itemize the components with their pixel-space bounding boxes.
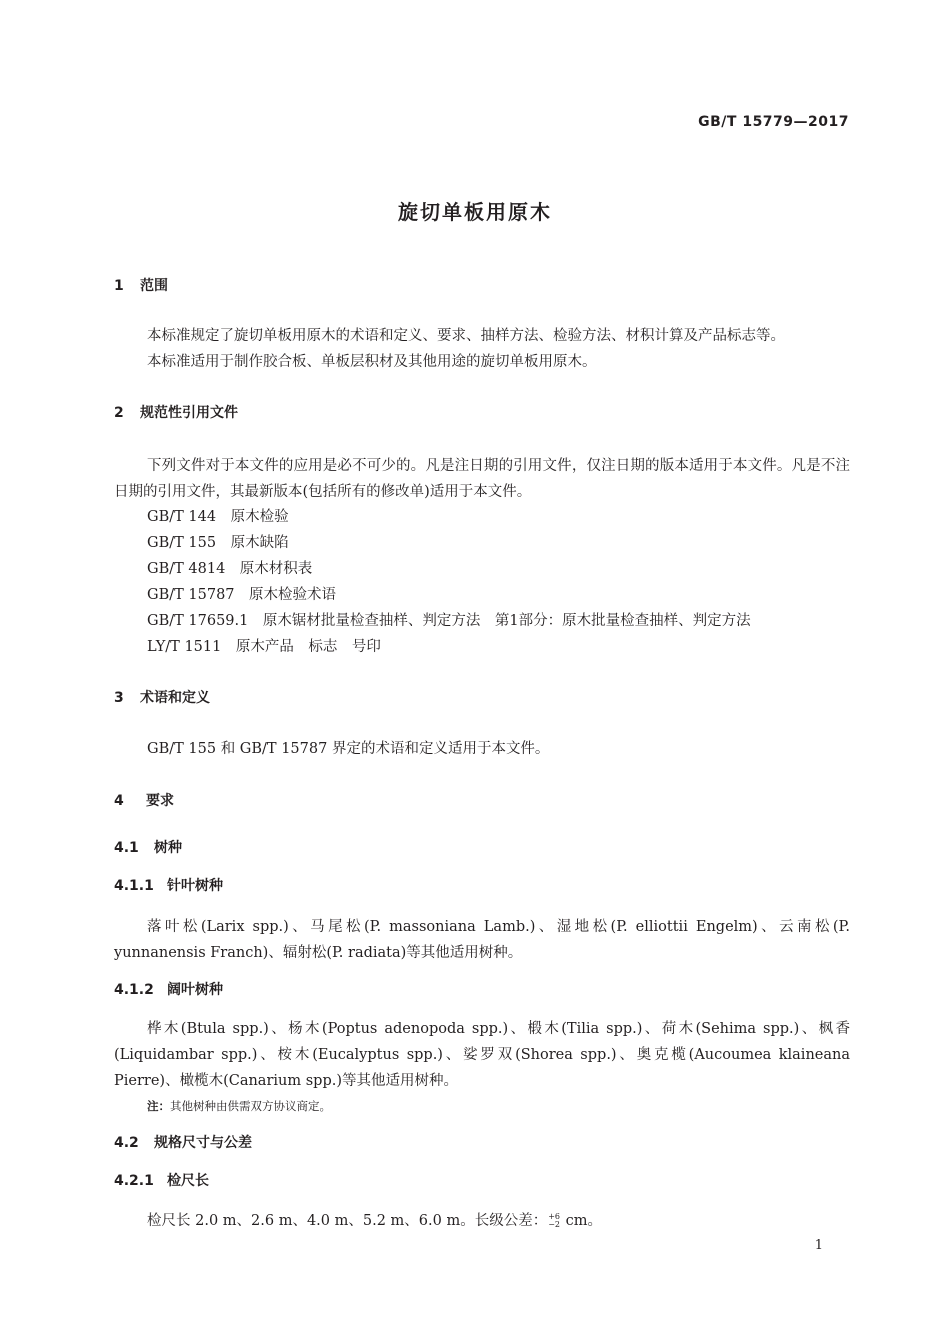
section-number: 3 xyxy=(114,690,124,706)
section-number: 4.1.1 xyxy=(114,878,154,894)
section-4-1-heading xyxy=(114,838,182,858)
tolerance-lower: −2 xyxy=(548,1220,560,1229)
section-4-1-1-heading xyxy=(114,876,223,896)
reference-item: GB/T 144 原木检验 xyxy=(147,509,289,525)
section-title: 要求 xyxy=(146,793,174,809)
paragraph: 本标准规定了旋切单板用原木的术语和定义、要求、抽样方法、检验方法、材积计算及产品标志等。 xyxy=(147,328,785,344)
section-number: 4.1 xyxy=(114,840,139,856)
note-text: 其他树种由供需双方协议商定。 xyxy=(170,1099,331,1113)
section-title: 术语和定义 xyxy=(140,690,210,706)
standard-number: GB/T 15779—2017 xyxy=(698,114,849,130)
section-3-heading xyxy=(114,688,210,708)
section-number: 4.2.1 xyxy=(114,1173,154,1189)
section-1-heading xyxy=(114,276,168,296)
tolerance xyxy=(548,1213,560,1229)
reference-item: GB/T 17659.1 原木锯材批量检查抽样、判定方法 第1部分：原木批量检查抽样、判定方法 xyxy=(147,613,751,629)
section-4-2-1-heading xyxy=(114,1171,209,1191)
paragraph-text: 检尺长 2.0 m、2.6 m、4.0 m、5.2 m、6.0 m。长级公差： xyxy=(147,1213,548,1229)
section-4-heading xyxy=(114,791,174,811)
section-title: 范围 xyxy=(140,278,168,294)
paragraph: 桦木(Btula spp.)、杨木(Poptus adenopoda spp.)、椴木(Tilia spp.)、荷木(Sehima spp.)、枫香(Liquidambar spp.)、桉木(Eucalyptus spp.)、娑罗双(Shorea spp.)、奥克榄(Aucoumea klaineana Pierre)、橄榄木(Canarium spp.)等其他适用树种。 xyxy=(114,1021,850,1089)
section-title: 规格尺寸与公差 xyxy=(154,1135,252,1151)
section-number: 4.1.2 xyxy=(114,982,154,998)
reference-item: LY/T 1511 原木产品 标志 号印 xyxy=(147,639,381,655)
section-4-2-heading xyxy=(114,1133,252,1153)
document-title: 旋切单板用原木 xyxy=(398,200,552,224)
section-2-heading xyxy=(114,403,238,423)
note xyxy=(147,1098,331,1114)
reference-item: GB/T 15787 原木检验术语 xyxy=(147,587,337,603)
reference-item: GB/T 4814 原木材积表 xyxy=(147,561,313,577)
tolerance-upper: +6 xyxy=(548,1212,560,1221)
section-number: 4.2 xyxy=(114,1135,139,1151)
section-number: 2 xyxy=(114,405,124,421)
section-title: 阔叶树种 xyxy=(167,982,223,998)
paragraph: GB/T 155 和 GB/T 15787 界定的术语和定义适用于本文件。 xyxy=(147,741,550,757)
section-4-1-2-heading xyxy=(114,980,223,1000)
paragraph xyxy=(147,1211,602,1231)
page-number: 1 xyxy=(814,1238,823,1253)
section-title: 针叶树种 xyxy=(167,878,223,894)
section-number: 4 xyxy=(114,793,124,809)
note-label: 注： xyxy=(147,1099,170,1113)
section-number: 1 xyxy=(114,278,124,294)
reference-item: GB/T 155 原木缺陷 xyxy=(147,535,289,551)
paragraph: 下列文件对于本文件的应用是必不可少的。凡是注日期的引用文件，仅注日期的版本适用于本文件。凡是不注日期的引用文件，其最新版本(包括所有的修改单)适用于本文件。 xyxy=(114,458,850,500)
section-title: 规范性引用文件 xyxy=(140,405,238,421)
section-title: 检尺长 xyxy=(167,1173,209,1189)
paragraph: 落叶松(Larix spp.)、马尾松(P. massoniana Lamb.)、湿地松(P. elliottii Engelm)、云南松(P. yunnanensis Franch)、辐射松(P. radiata)等其他适用树种。 xyxy=(114,919,850,961)
paragraph-text: cm。 xyxy=(561,1213,602,1229)
section-title: 树种 xyxy=(154,840,182,856)
paragraph: 本标准适用于制作胶合板、单板层积材及其他用途的旋切单板用原木。 xyxy=(147,354,597,370)
